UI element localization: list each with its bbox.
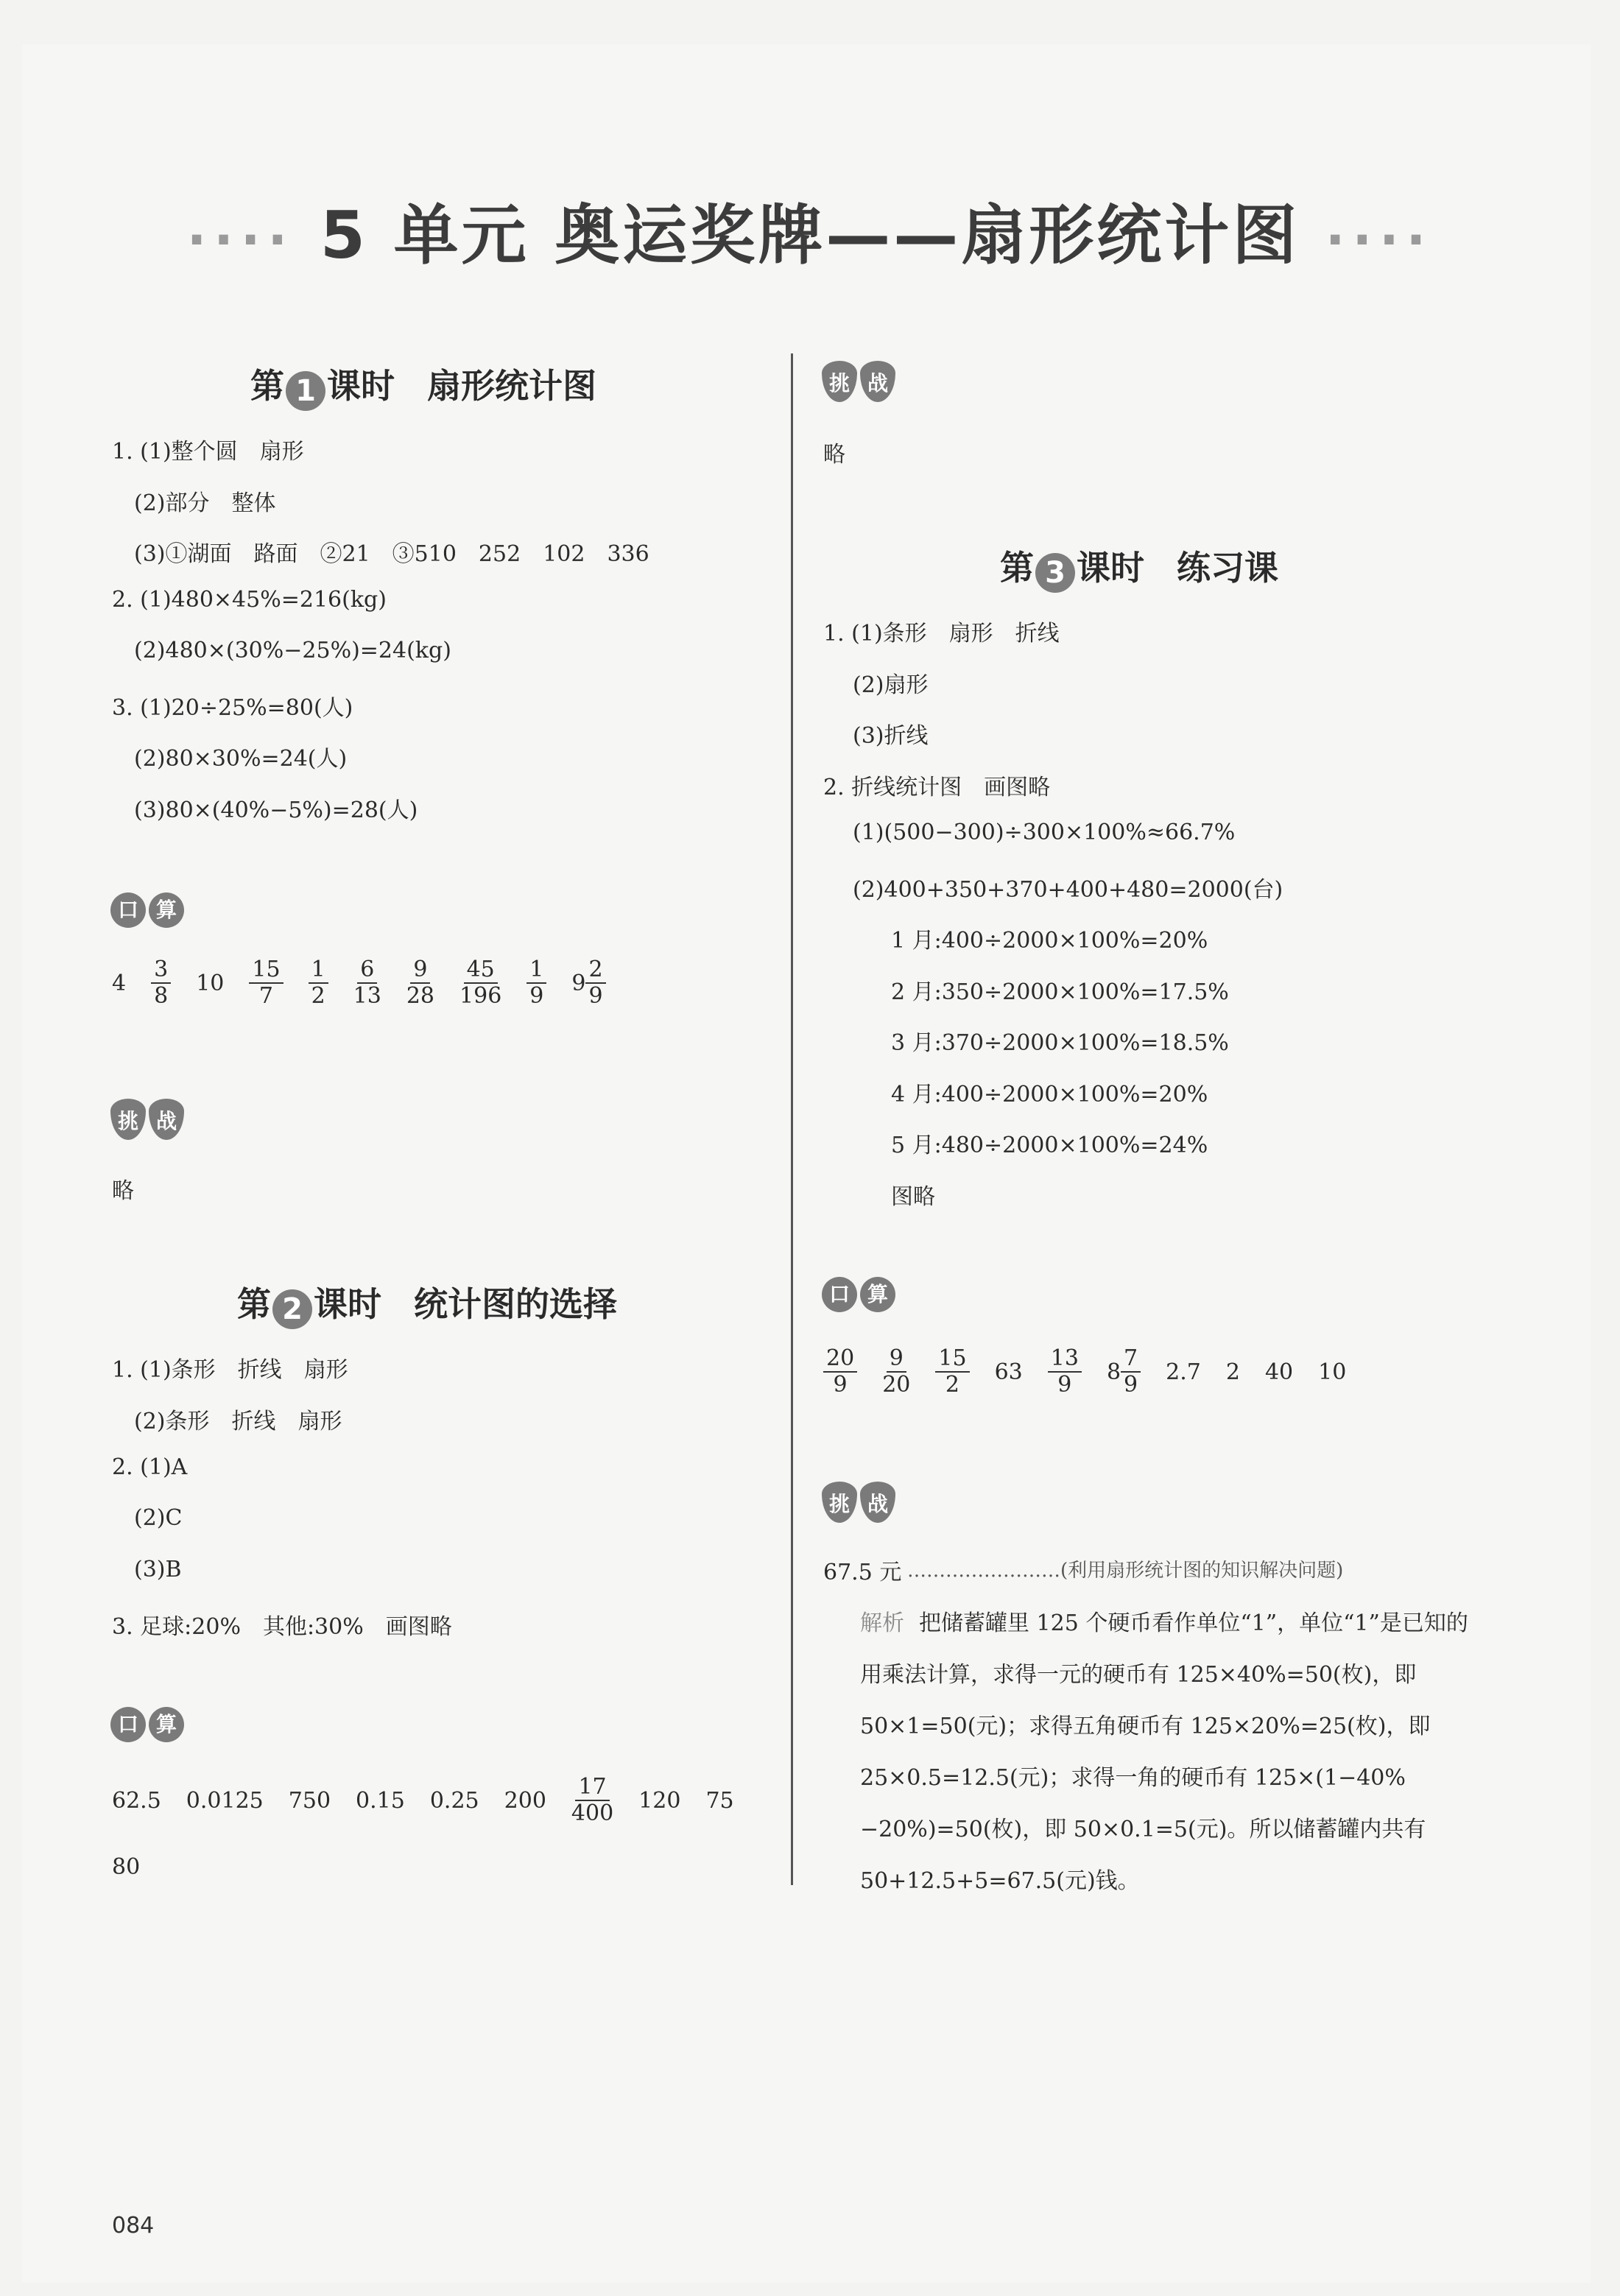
l3-line-10: 4 月:400÷2000×100%=20% bbox=[891, 1082, 1208, 1107]
l2-line-5: (3)B bbox=[134, 1557, 182, 1582]
title-dots-right: ···· bbox=[1325, 210, 1434, 270]
mixed-number: 9 $\frac{2}{9}$ bbox=[571, 957, 605, 1009]
unit-title bbox=[0, 184, 1620, 277]
l1-kousuan-row bbox=[112, 957, 631, 1009]
lesson-suffix: 课时 bbox=[327, 366, 395, 406]
lesson-suffix: 课时 bbox=[314, 1284, 381, 1324]
lesson-name: 统计图的选择 bbox=[414, 1284, 617, 1324]
lesson-number-icon: 3 bbox=[1035, 553, 1075, 593]
lesson-3-heading bbox=[1000, 541, 1278, 593]
lesson-number-icon: 2 bbox=[272, 1289, 312, 1329]
l1-line-7: (2)80×30%=24(人) bbox=[134, 746, 348, 772]
l3-line-3: (3)折线 bbox=[853, 723, 929, 749]
l3-line-2: (2)扇形 bbox=[853, 672, 929, 698]
l3-line-7: 1 月:400÷2000×100%=20% bbox=[891, 928, 1208, 954]
r-tiaozhan-answer: 略 bbox=[823, 442, 845, 468]
answer: 4 bbox=[112, 970, 127, 996]
fraction: $\frac{1}{2}$ bbox=[309, 957, 328, 1009]
explanation bbox=[860, 1598, 1479, 1907]
answer: 120 bbox=[638, 1787, 681, 1814]
zhan-icon: 战 bbox=[149, 1099, 184, 1140]
fraction: $\frac{45}{196}$ bbox=[459, 957, 502, 1009]
fraction: $\frac{6}{13}$ bbox=[353, 957, 381, 1009]
answer: 2.7 bbox=[1166, 1359, 1201, 1385]
answer: 62.5 bbox=[112, 1787, 161, 1814]
l2-line-2: (2)条形 折线 扇形 bbox=[134, 1409, 342, 1434]
lesson-prefix: 第 bbox=[1000, 548, 1034, 588]
fraction: $\frac{9}{28}$ bbox=[406, 957, 435, 1009]
suan-icon: 算 bbox=[860, 1277, 895, 1312]
fraction: $\frac{9}{20}$ bbox=[882, 1345, 911, 1398]
l1-line-3: (3)①湖面 路面 ②21 ③510 252 102 336 bbox=[134, 541, 649, 567]
l3-line-11: 5 月:480÷2000×100%=24% bbox=[891, 1133, 1208, 1158]
explanation-tag: 解析 bbox=[860, 1610, 904, 1636]
fraction: $\frac{20}{9}$ bbox=[823, 1346, 857, 1398]
l3-line-6: (2)400+350+370+400+480=2000(台) bbox=[853, 877, 1283, 903]
lesson-name: 练习课 bbox=[1177, 548, 1278, 588]
fraction: $\frac{15}{7}$ bbox=[249, 957, 283, 1009]
answer: 10 bbox=[1318, 1359, 1347, 1385]
kou-icon: 口 bbox=[110, 1707, 146, 1742]
tiao-icon: 挑 bbox=[822, 1482, 857, 1523]
kou-icon: 口 bbox=[822, 1277, 857, 1312]
suan-icon: 算 bbox=[149, 1707, 184, 1742]
tiaozhan-badge-r2 bbox=[822, 1482, 898, 1523]
title-dots-left: ···· bbox=[186, 210, 295, 270]
l1-line-5: (2)480×(30%−25%)=24(kg) bbox=[134, 638, 451, 663]
lesson-prefix: 第 bbox=[250, 366, 284, 406]
lesson-number-icon: 1 bbox=[286, 371, 325, 411]
l3-tiaozhan-answer: 67.5 元 bbox=[823, 1560, 902, 1585]
lesson-1-heading bbox=[250, 359, 596, 411]
answer: 0.0125 bbox=[186, 1787, 264, 1814]
l3-line-9: 3 月:370÷2000×100%=18.5% bbox=[891, 1030, 1229, 1056]
lesson-2-heading bbox=[237, 1278, 617, 1329]
tiaozhan-badge-r1 bbox=[822, 361, 898, 402]
l1-line-6: 3. (1)20÷25%=80(人) bbox=[112, 695, 353, 721]
column-divider bbox=[791, 353, 793, 1885]
answer: 750 bbox=[288, 1787, 331, 1814]
answer: 75 bbox=[705, 1787, 734, 1814]
l2-line-1: 1. (1)条形 折线 扇形 bbox=[112, 1357, 348, 1383]
l1-tiaozhan-answer: 略 bbox=[112, 1178, 134, 1204]
zhan-icon: 战 bbox=[860, 361, 895, 402]
l3-line-5: (1)(500−300)÷300×100%≈66.7% bbox=[853, 820, 1236, 845]
l1-line-1: 1. (1)整个圆 扇形 bbox=[112, 439, 304, 465]
lesson-name: 扇形统计图 bbox=[427, 366, 596, 406]
fraction: $\frac{17}{400}$ bbox=[571, 1774, 614, 1826]
l2-line-4: (2)C bbox=[134, 1505, 183, 1531]
answer: 0.15 bbox=[356, 1787, 405, 1814]
l2-line-3: 2. (1)A bbox=[112, 1454, 188, 1480]
l3-kousuan-row bbox=[823, 1346, 1371, 1398]
kousuan-badge-3 bbox=[822, 1277, 898, 1318]
l3-tiaozhan-note: ……………………(利用扇形统计图的知识解决问题) bbox=[907, 1560, 1344, 1582]
answer: 63 bbox=[994, 1359, 1023, 1385]
l2-kousuan-last: 80 bbox=[112, 1854, 141, 1880]
l1-line-4: 2. (1)480×45%=216(kg) bbox=[112, 587, 387, 613]
kousuan-badge-2 bbox=[110, 1707, 187, 1748]
tiao-icon: 挑 bbox=[822, 361, 857, 402]
l2-kousuan-row bbox=[112, 1775, 759, 1826]
answer: 0.25 bbox=[429, 1787, 479, 1814]
mixed-number: 8 $\frac{7}{9}$ bbox=[1107, 1346, 1141, 1398]
l1-line-8: (3)80×(40%−5%)=28(人) bbox=[134, 797, 418, 823]
tiaozhan-badge-1 bbox=[110, 1099, 187, 1140]
answer: 10 bbox=[196, 970, 225, 996]
answer: 40 bbox=[1264, 1359, 1294, 1385]
explanation-text: 把储蓄罐里 125 个硬币看作单位“1”，单位“1”是已知的用乘法计算，求得一元的硬币有 125×40%=50(枚)，即 50×1=50(元)；求得五角硬币有 125×20%=25(枚)，即 25×0.5=12.5(元)；求得一角的硬币有 125×(1−40%−20%)=50(枚)，即 50×0.1=5(元)。所以储蓄罐内共有 50+12.5+5=67.5(元)钱。 bbox=[860, 1610, 1468, 1894]
l1-line-2: (2)部分 整体 bbox=[134, 490, 276, 516]
lesson-suffix: 课时 bbox=[1077, 548, 1144, 588]
zhan-icon: 战 bbox=[860, 1482, 895, 1523]
kou-icon: 口 bbox=[110, 892, 146, 928]
tiao-icon: 挑 bbox=[110, 1099, 146, 1140]
answer: 2 bbox=[1225, 1359, 1240, 1385]
suan-icon: 算 bbox=[149, 892, 184, 928]
lesson-prefix: 第 bbox=[237, 1284, 271, 1324]
l3-line-4: 2. 折线统计图 画图略 bbox=[823, 775, 1051, 800]
fraction: $\frac{13}{9}$ bbox=[1048, 1346, 1082, 1398]
answer: 200 bbox=[504, 1787, 546, 1814]
l2-line-6: 3. 足球:20% 其他:30% 画图略 bbox=[112, 1614, 452, 1640]
l3-line-8: 2 月:350÷2000×100%=17.5% bbox=[891, 979, 1229, 1005]
l3-line-12: 图略 bbox=[891, 1184, 935, 1210]
fraction: $\frac{15}{2}$ bbox=[935, 1346, 969, 1398]
title-text: 5 单元 奥运奖牌——扇形统计图 bbox=[320, 197, 1300, 273]
l3-line-1: 1. (1)条形 扇形 折线 bbox=[823, 621, 1060, 647]
fraction: $\frac{1}{9}$ bbox=[526, 957, 546, 1009]
page-number: 084 bbox=[112, 2213, 155, 2239]
fraction: $\frac{3}{8}$ bbox=[151, 957, 171, 1009]
kousuan-badge-1 bbox=[110, 892, 187, 934]
